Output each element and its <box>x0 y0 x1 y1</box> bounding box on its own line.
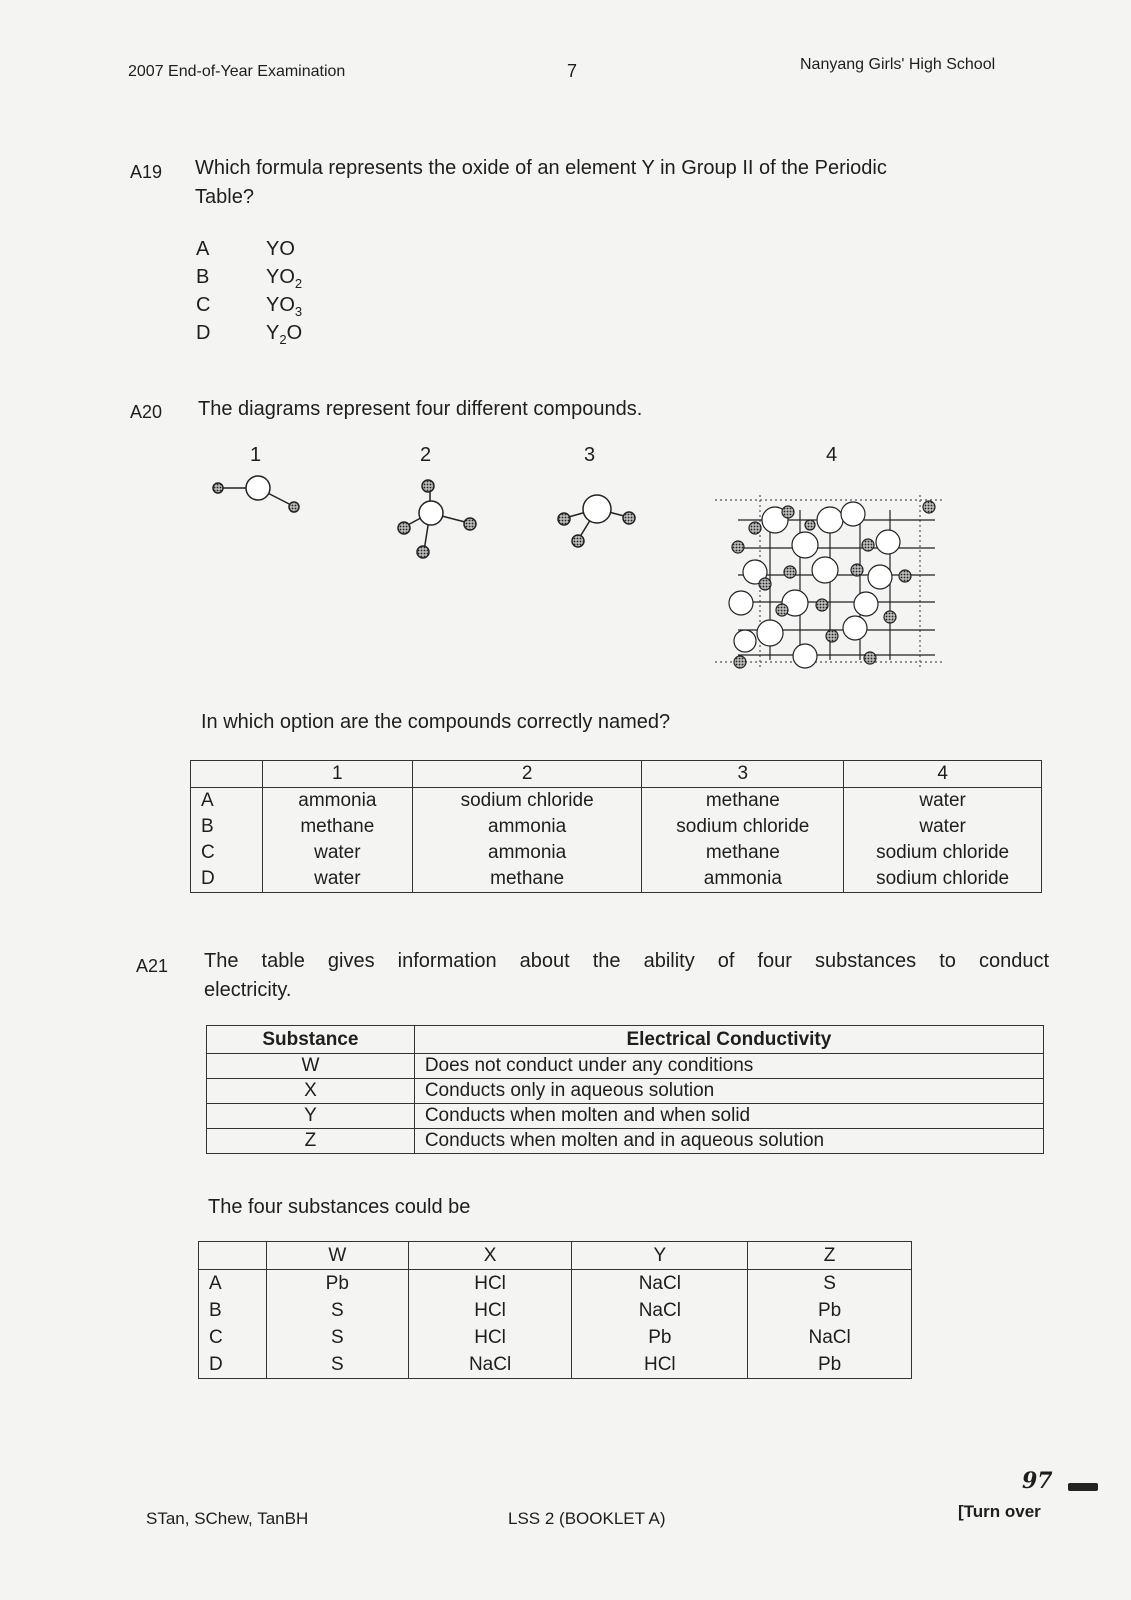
table-row <box>191 788 1042 893</box>
question-a20-text: The diagrams represent four different compounds. <box>198 398 643 420</box>
table-header-cell <box>199 1242 267 1270</box>
question-number-a21: A21 <box>136 956 169 976</box>
molecule-1-water <box>213 476 299 512</box>
table-header-cell: 1 <box>262 761 412 788</box>
table-header-cell: Electrical Conductivity <box>414 1026 1043 1054</box>
table-row <box>199 1270 912 1379</box>
option-formula: $YO_3$ <box>266 294 303 319</box>
question-a21-line2: electricity. <box>204 979 292 1001</box>
table-row <box>207 1129 1044 1154</box>
a21-prompt: The four substances could be <box>208 1196 471 1218</box>
option-letter: A <box>196 238 210 260</box>
substance-cell: W <box>207 1054 415 1079</box>
table-cell: S <box>330 1354 344 1375</box>
table-cell: NaCl <box>808 1327 851 1348</box>
question-a21-text <box>204 947 1049 1005</box>
lattice-4-sodium-chloride <box>715 495 945 668</box>
page-number: 7 <box>567 61 578 81</box>
table-cell: water <box>314 842 361 863</box>
conductivity-cell: Conducts only in aqueous solution <box>414 1079 1043 1104</box>
table-header-cell: Z <box>748 1242 912 1270</box>
table-cell: water <box>919 816 966 837</box>
substance-cell: X <box>207 1079 415 1104</box>
col-1-names <box>262 788 412 893</box>
table-row <box>207 1054 1044 1079</box>
question-a21-line1: The table gives information about the ability of four substances to conduct <box>204 950 1049 972</box>
handwritten-page-mark: 97 <box>1022 1468 1053 1494</box>
molecule-2-ammonia <box>398 480 476 558</box>
question-a19-line2: Table? <box>195 186 254 208</box>
table-cell: S <box>823 1273 836 1294</box>
molecule-3-methane <box>558 495 635 547</box>
table-header-row <box>199 1242 912 1270</box>
substance-cell: Y <box>207 1104 415 1129</box>
option-formula: $Y_2O$ <box>266 322 303 347</box>
option-letter: B <box>201 816 214 837</box>
table-cell: S <box>330 1300 344 1321</box>
table-row <box>207 1079 1044 1104</box>
footer-booklet: LSS 2 (BOOKLET A) <box>508 1509 666 1528</box>
table-header-row <box>207 1026 1044 1054</box>
table-cell: ammonia <box>298 790 377 811</box>
table-cell: sodium chloride <box>876 868 1010 889</box>
footer-authors: STan, SChew, TanBH <box>146 1509 309 1528</box>
col-3-names <box>642 788 844 893</box>
table-header-cell: Substance <box>207 1026 415 1054</box>
option-letter: C <box>209 1327 223 1348</box>
table-header-cell: Y <box>572 1242 748 1270</box>
table-cell: S <box>330 1327 344 1348</box>
option-letter: D <box>209 1354 223 1375</box>
diagram-label-1: 1 <box>250 444 262 466</box>
table-header-cell: 3 <box>642 761 844 788</box>
conductivity-table <box>206 1025 1044 1154</box>
header-exam-title: 2007 End-of-Year Examination <box>128 63 346 80</box>
table-header-cell <box>191 761 263 788</box>
option-formula: YO <box>266 238 295 260</box>
diagram-label-3: 3 <box>584 444 596 466</box>
option-letter: A <box>201 790 214 811</box>
table-header-cell: W <box>266 1242 408 1270</box>
option-letter: B <box>196 266 210 288</box>
table-cell: NaCl <box>638 1300 681 1321</box>
col-w <box>266 1270 408 1379</box>
table-cell: ammonia <box>488 816 567 837</box>
question-number-a20: A20 <box>130 402 163 422</box>
table-row <box>207 1104 1044 1129</box>
table-cell: HCl <box>474 1327 506 1348</box>
table-cell: NaCl <box>638 1273 681 1294</box>
option-letter: D <box>201 868 215 889</box>
table-cell: NaCl <box>468 1354 512 1375</box>
table-cell: ammonia <box>703 868 782 889</box>
a20-options-table <box>190 760 1042 893</box>
table-cell: HCl <box>474 1300 506 1321</box>
option-letters-col <box>191 788 263 893</box>
table-cell: methane <box>705 842 780 863</box>
table-cell: water <box>919 790 966 811</box>
option-letter: C <box>196 294 211 316</box>
table-cell: Pb <box>817 1300 842 1321</box>
option-letters-col <box>199 1270 267 1379</box>
table-cell: sodium chloride <box>460 790 594 811</box>
conductivity-cell: Does not conduct under any conditions <box>414 1054 1043 1079</box>
table-cell: HCl <box>474 1273 506 1294</box>
scan-smudge <box>1068 1483 1098 1491</box>
header-school-name: Nanyang Girls' High School <box>800 56 996 73</box>
col-x <box>408 1270 572 1379</box>
table-cell: HCl <box>643 1354 676 1375</box>
option-letter: D <box>196 322 211 344</box>
question-a19-line1: Which formula represents the oxide of an element Y in Group II of the Periodic <box>195 157 887 179</box>
col-z <box>748 1270 912 1379</box>
footer-turn-over: [Turn over <box>958 1502 1041 1521</box>
table-cell: sodium chloride <box>676 816 810 837</box>
col-y <box>572 1270 748 1379</box>
table-cell: Pb <box>817 1354 842 1375</box>
table-cell: ammonia <box>488 842 567 863</box>
conductivity-cell: Conducts when molten and in aqueous solution <box>414 1129 1043 1154</box>
table-header-cell: 2 <box>412 761 642 788</box>
option-letter: B <box>209 1300 222 1321</box>
conductivity-cell: Conducts when molten and when solid <box>414 1104 1043 1129</box>
table-header-row <box>191 761 1042 788</box>
table-header-cell: X <box>408 1242 572 1270</box>
table-cell: Pb <box>648 1327 672 1348</box>
table-cell: sodium chloride <box>876 842 1010 863</box>
molecule-diagrams <box>0 0 1131 700</box>
col-2-names <box>412 788 642 893</box>
table-cell: Pb <box>325 1273 349 1294</box>
a20-prompt: In which option are the compounds correctly named? <box>201 711 671 733</box>
a21-options-table <box>198 1241 912 1379</box>
option-letter: A <box>209 1273 222 1294</box>
table-header-cell: 4 <box>844 761 1042 788</box>
diagram-label-2: 2 <box>420 444 432 466</box>
table-cell: methane <box>490 868 565 889</box>
table-cell: water <box>314 868 361 889</box>
substance-cell: Z <box>207 1129 415 1154</box>
question-number-a19: A19 <box>130 162 163 182</box>
option-formula: $YO_2$ <box>266 266 303 291</box>
diagram-label-4: 4 <box>826 444 838 466</box>
col-4-names <box>844 788 1042 893</box>
table-cell: methane <box>300 816 375 837</box>
option-letter: C <box>201 842 215 863</box>
table-cell: methane <box>705 790 780 811</box>
